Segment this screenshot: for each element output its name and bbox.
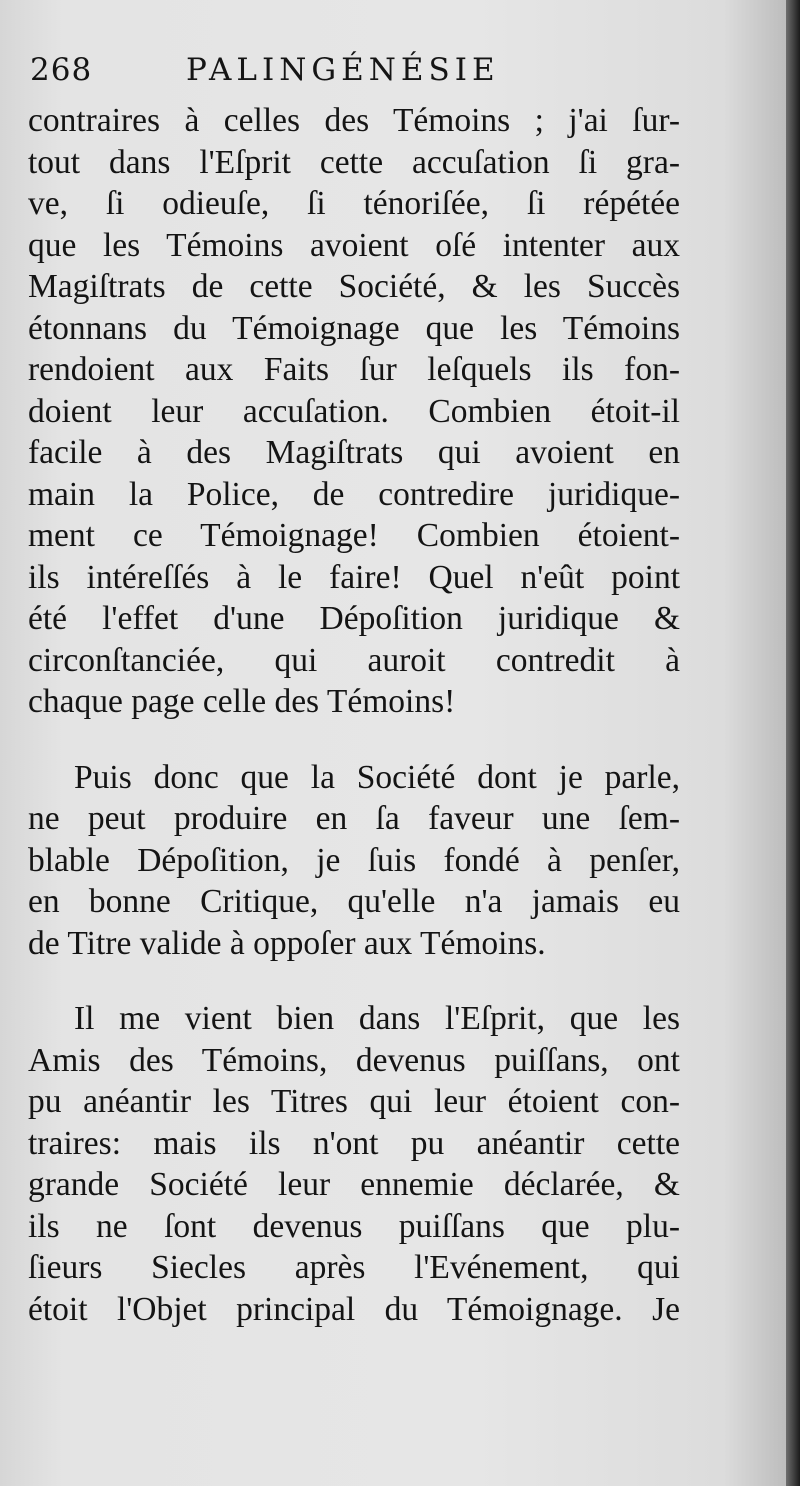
page-header	[30, 52, 750, 98]
paragraph-3	[28, 998, 680, 1330]
text-line: tout dans l'Eſprit cette accuſation ſi gra-	[28, 143, 680, 181]
text-line: ve, ſi odieuſe, ſi ténoriſée, ſi répétée	[28, 185, 680, 222]
text-line: main la Police, de contredire juridique-	[28, 475, 680, 513]
text-line: Puis donc que la Société dont je parle,	[74, 758, 680, 796]
text-line: ſieurs Siecles après l'Evénement, qui	[28, 1249, 680, 1286]
paragraph-1	[28, 100, 680, 723]
text-line: ils ne ſont devenus puiſſans que plu-	[28, 1207, 680, 1245]
text-line: étoit l'Objet principal du Témoignage. Je	[28, 1290, 680, 1328]
text-line: rendoient aux Faits ſur leſquels ils fon-	[28, 351, 680, 388]
text-line: que les Témoins avoient oſé intenter aux	[28, 226, 680, 264]
running-title: PALINGÉNÉSIE	[186, 52, 500, 88]
book-gutter-shadow	[786, 0, 800, 1486]
page-number: 268	[30, 52, 93, 88]
paragraph-2	[28, 757, 680, 965]
text-line: circonſtanciée, qui auroit contredit à	[28, 641, 680, 679]
text-line: de Titre valide à oppoſer aux Témoins.	[28, 924, 546, 962]
text-line: facile à des Magiſtrats qui avoient en	[28, 434, 680, 471]
text-line: pu anéantir les Titres qui leur étoient con-	[28, 1083, 680, 1120]
text-line: étonnans du Témoignage que les Témoins	[28, 309, 680, 347]
text-line: blable Dépoſition, je ſuis fondé à penſer,	[28, 841, 680, 879]
text-line: été l'effet d'une Dépoſition juridique &	[28, 600, 680, 637]
paragraph-spacer	[28, 723, 680, 757]
text-line: contraires à celles des Témoins ; j'ai ſur-	[28, 102, 680, 139]
text-line: ne peut produire en ſa faveur une ſem-	[28, 800, 680, 837]
text-line: chaque page celle des Témoins!	[28, 683, 456, 720]
text-line: doient leur accuſation. Combien étoit-il	[28, 392, 680, 430]
body-text	[28, 100, 680, 1330]
text-line: traires: mais ils n'ont pu anéantir cette	[28, 1124, 680, 1162]
text-line: en bonne Critique, qu'elle n'a jamais eu	[28, 883, 680, 920]
text-line: Amis des Témoins, devenus puiſſans, ont	[28, 1041, 680, 1079]
paragraph-spacer	[28, 964, 680, 998]
text-line: ment ce Témoignage! Combien étoient-	[28, 517, 680, 554]
text-line: Magiſtrats de cette Société, & les Succès	[28, 268, 680, 305]
text-line: ils intéreſſés à le faire! Quel n'eût point	[28, 558, 680, 596]
text-line: Il me vient bien dans l'Eſprit, que les	[74, 1000, 680, 1037]
text-line: grande Société leur ennemie déclarée, &	[28, 1166, 680, 1203]
